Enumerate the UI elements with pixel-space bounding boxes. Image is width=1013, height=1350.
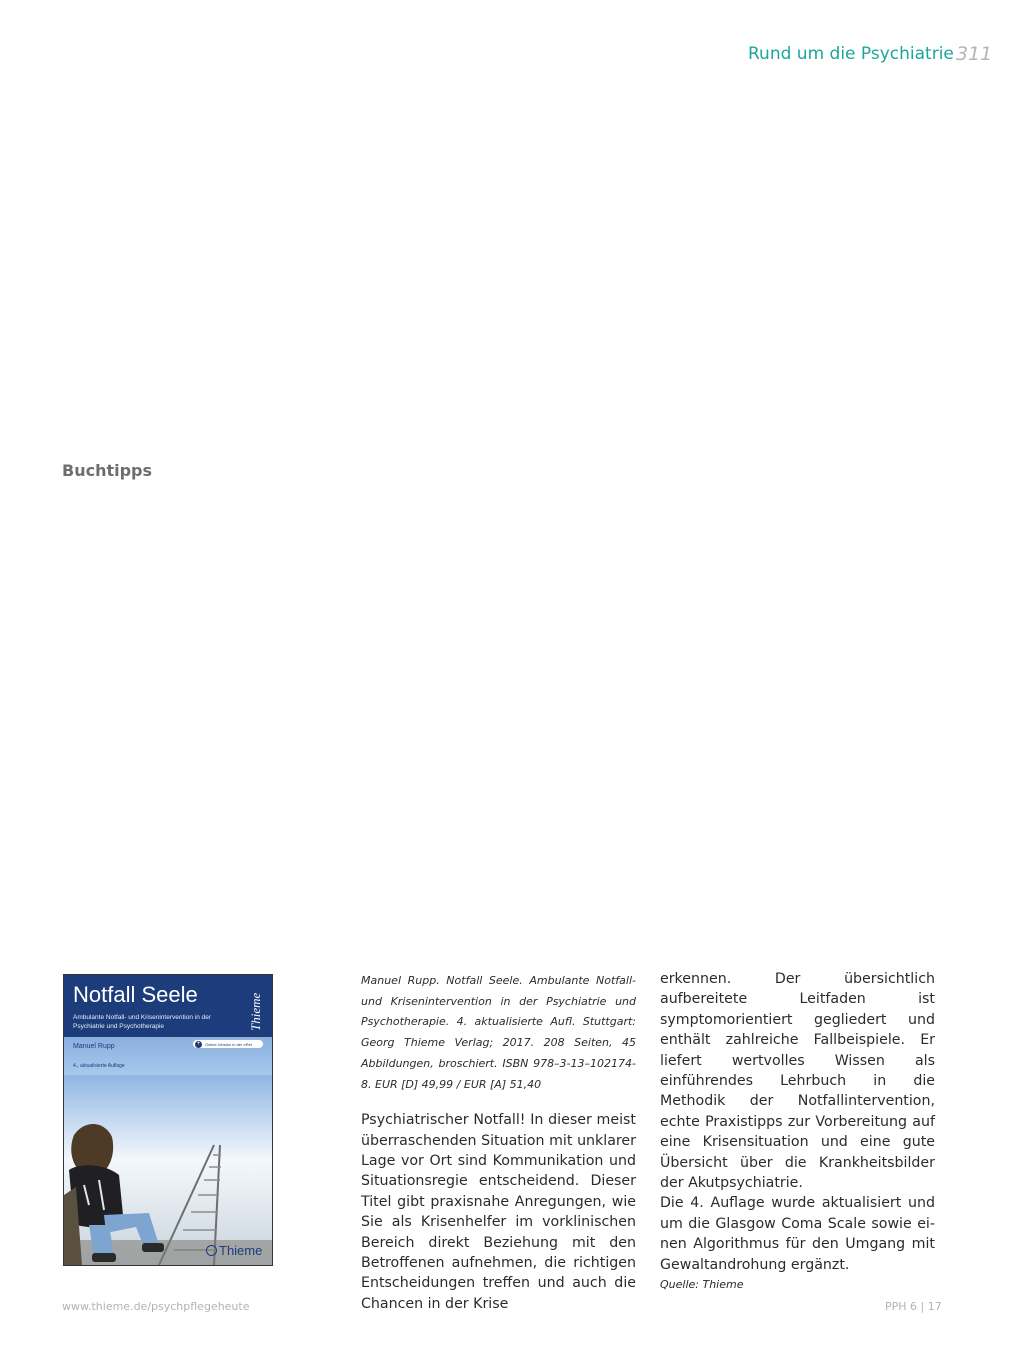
cover-online-badge-label: Online-Version in der eRef (205, 1042, 252, 1047)
footer-url[interactable]: www.thieme.de/psychpflegeheute (62, 1300, 250, 1313)
plus-icon: + (196, 1041, 201, 1047)
body-paragraph-2: Die 4. Auflage wurde aktualisiert und um die Glasgow Coma Scale sowie einen Algorithmus für den Umgang mit Gewaltandrohung ergänzt. (660, 1195, 935, 1273)
footer-issue: PPH 6 | 17 (885, 1300, 942, 1313)
cover-title: Notfall Seele (73, 982, 198, 1007)
cover-subtitle: Ambulante Notfall- und Krisenintervention in der Psychiatrie und Psychotherapie (73, 1014, 212, 1030)
page-number: 311 (956, 43, 993, 65)
body-paragraph-1-part-1: Psychiatrischer Notfall! In dieser meist überraschenden Situation mit unklarer Lage vor Ort sind Kommunikation und Situationsregie entscheidend. Dieser Titel gibt praxisnahe Anregungen, wie Sie als Krisenhelfer im vorklinischen Bereich direkt Beziehung mit den Betroffenen aufnehmen, die richtigen Entscheidungen treffen und auch die Chancen in der Krise (361, 1112, 636, 1312)
section-heading: Buchtipps (62, 461, 153, 480)
cover-author: Manuel Rupp (73, 1043, 115, 1050)
book-citation: Manuel Rupp. Notfall Seele. Ambulante Notfall- und Krisenintervention in der Psychiatrie und Psychotherapie. 4. aktualisierte Aufl. Stuttgart: Georg Thieme Verlag; 2017. 208 Seiten, 45 Abbildungen, broschiert. ISBN 978–3-13–102174-8. EUR [D] 49,99 / EUR [A] 51,40 (361, 974, 636, 1091)
cover-publisher-name: Thieme (219, 1243, 263, 1258)
cover-publisher-vertical: Thieme (248, 992, 263, 1031)
cover-photo (64, 1075, 272, 1265)
source-credit: Quelle: Thieme (660, 1278, 744, 1292)
cover-online-badge (192, 1039, 264, 1049)
text-column-middle (361, 971, 636, 1314)
running-header-section: Rund um die Psychiatrie (748, 44, 954, 64)
cover-publisher-logo (206, 1243, 262, 1258)
book-cover (63, 974, 273, 1266)
body-paragraph-1-part-2: erkennen. Der übersichtlich aufbereitete Leitfaden ist symptomorientiert gegliedert und enthält zahlreiche Fallbeispiele. Er liefert wertvolles Wissen als einführendes Lehrbuch in die Methodik der Notfallintervention, echte Praxistipps zur Vorbereitung auf eine Krisensituation und eine gute Übersicht über die Krankheitsbilder der Akutpsychiatrie. (660, 971, 935, 1192)
thieme-logo-icon (206, 1245, 217, 1256)
cover-edition: 4., aktualisierte Auflage (73, 1063, 125, 1069)
text-column-right (660, 969, 935, 1295)
